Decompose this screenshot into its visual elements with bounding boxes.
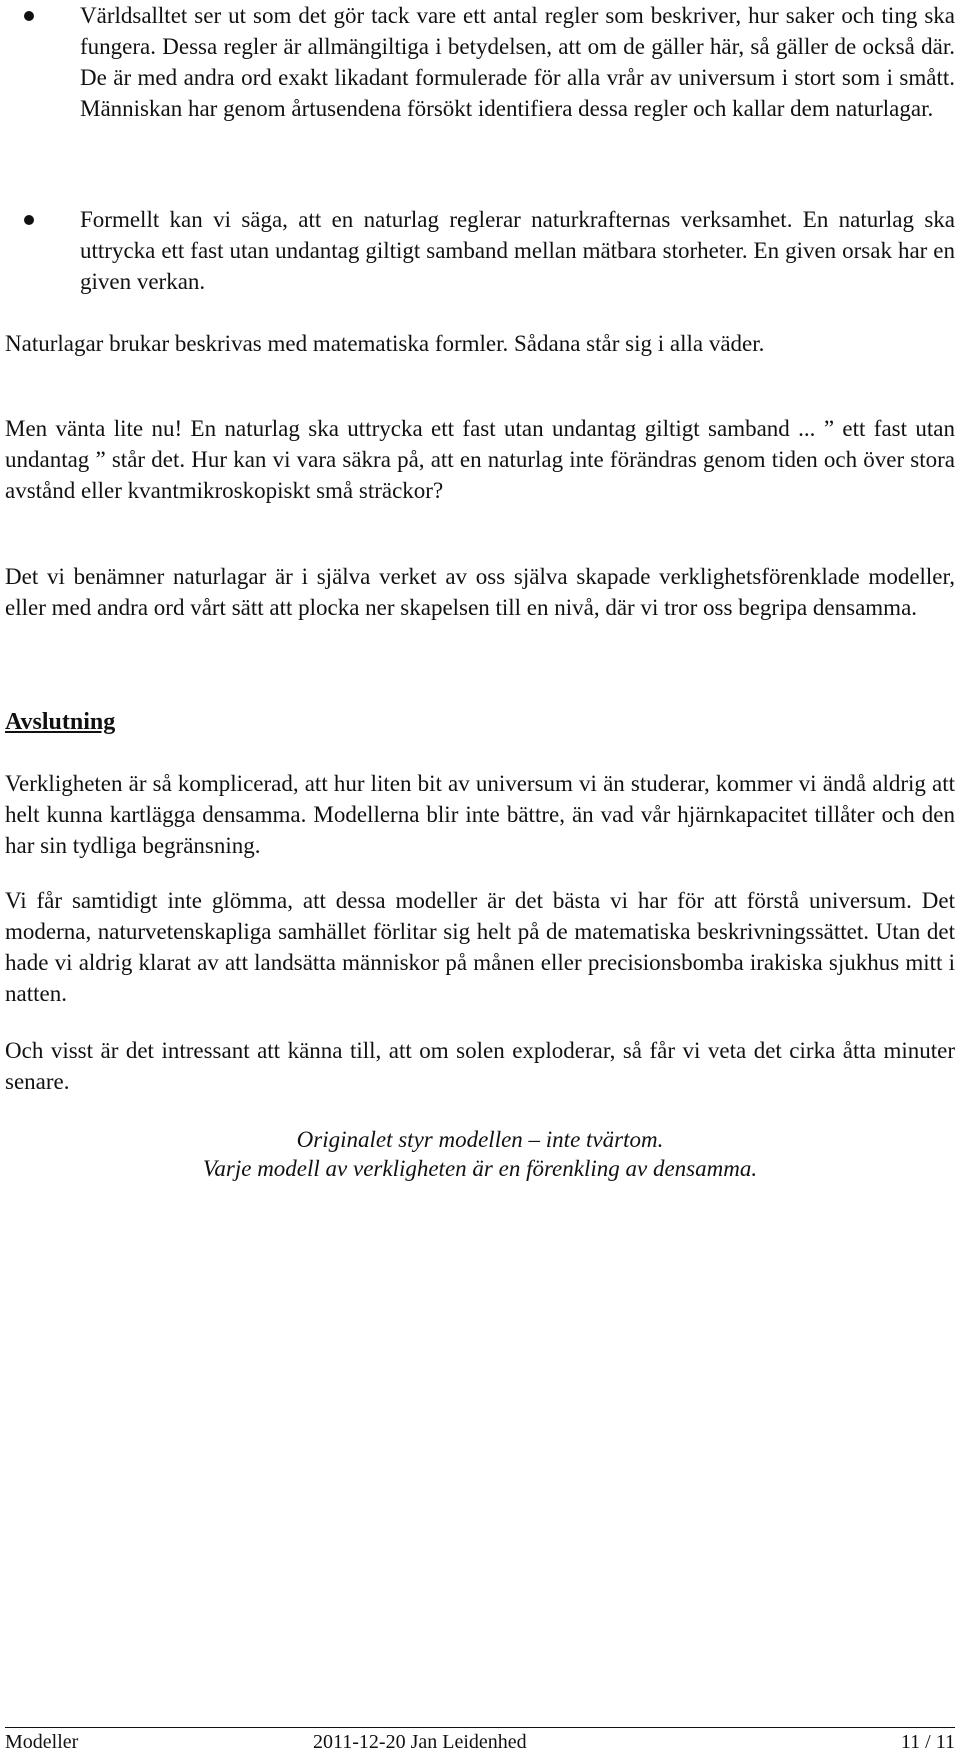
closing-quote-line: Varje modell av verkligheten är en förenkling av densamma.: [202, 1156, 758, 1181]
paragraph: Det vi benämner naturlagar är i själva verket av oss själva skapade verklighetsförenklade modeller, eller med andra ord vårt sätt att plocka ner skapelsen till en nivå, där vi tror oss begripa densamma.: [5, 564, 955, 620]
paragraph: Naturlagar brukar beskrivas med matematiska formler. Sådana står sig i alla väder.: [5, 331, 765, 356]
bullet-icon: [24, 215, 34, 225]
list-item: [80, 0, 955, 124]
paragraph: Vi får samtidigt inte glömma, att dessa modeller är det bästa vi har för att förstå universum. Det moderna, naturvetenskapliga samhället förlitar sig helt på de matematiska beskrivningssättet. Utan det hade vi aldrig klarat av att landsätta människor på månen eller precisionsbomba irakiska sjukhus mitt i natten.: [5, 888, 955, 1006]
paragraph: Men vänta lite nu! En naturlag ska uttrycka ett fast utan undantag giltigt samband ... ” ett fast utan undantag ” står det. Hur kan vi vara säkra på, att en naturlag inte förändras genom tiden och över stora avstånd eller kvantmikroskopiskt små sträckor?: [5, 416, 955, 503]
closing-quote-line: Originalet styr modellen – inte tvärtom.: [296, 1127, 664, 1152]
page-number: 11 / 11: [900, 1731, 955, 1753]
bullet-text: Världsalltet ser ut som det gör tack vare ett antal regler som beskriver, hur saker och ting ska fungera. Dessa regler är allmängiltiga i betydelsen, att om de gäller här, så gäller de också där. De är med andra ord exakt likadant formulerade för alla vrår av universum i stort som i smått. Människan har genom årtusendena försökt identifiera dessa regler och kallar dem naturlagar.: [80, 3, 955, 121]
section-heading: Avslutning: [5, 709, 116, 735]
list-item: [80, 204, 955, 297]
footer-divider: [5, 1727, 955, 1728]
footer-date-author: 2011-12-20 Jan Leidenhed: [313, 1731, 527, 1753]
paragraph: Verkligheten är så komplicerad, att hur liten bit av universum vi än studerar, kommer vi ändå aldrig att helt kunna kartlägga densamma. Modellerna blir inte bättre, än vad vår hjärnkapacitet tillåter och den har sin tydliga begränsning.: [5, 771, 955, 858]
bullet-icon: [24, 11, 34, 21]
page-footer: [5, 1729, 955, 1758]
paragraph: Och visst är det intressant att känna till, att om solen exploderar, så får vi veta det cirka åtta minuter senare.: [5, 1038, 955, 1094]
footer-title: Modeller: [5, 1731, 79, 1753]
bullet-text: Formellt kan vi säga, att en naturlag reglerar naturkrafternas verksamhet. En naturlag ska uttrycka ett fast utan undantag giltigt samband mellan mätbara storheter. En given orsak har en given verkan.: [80, 207, 955, 294]
